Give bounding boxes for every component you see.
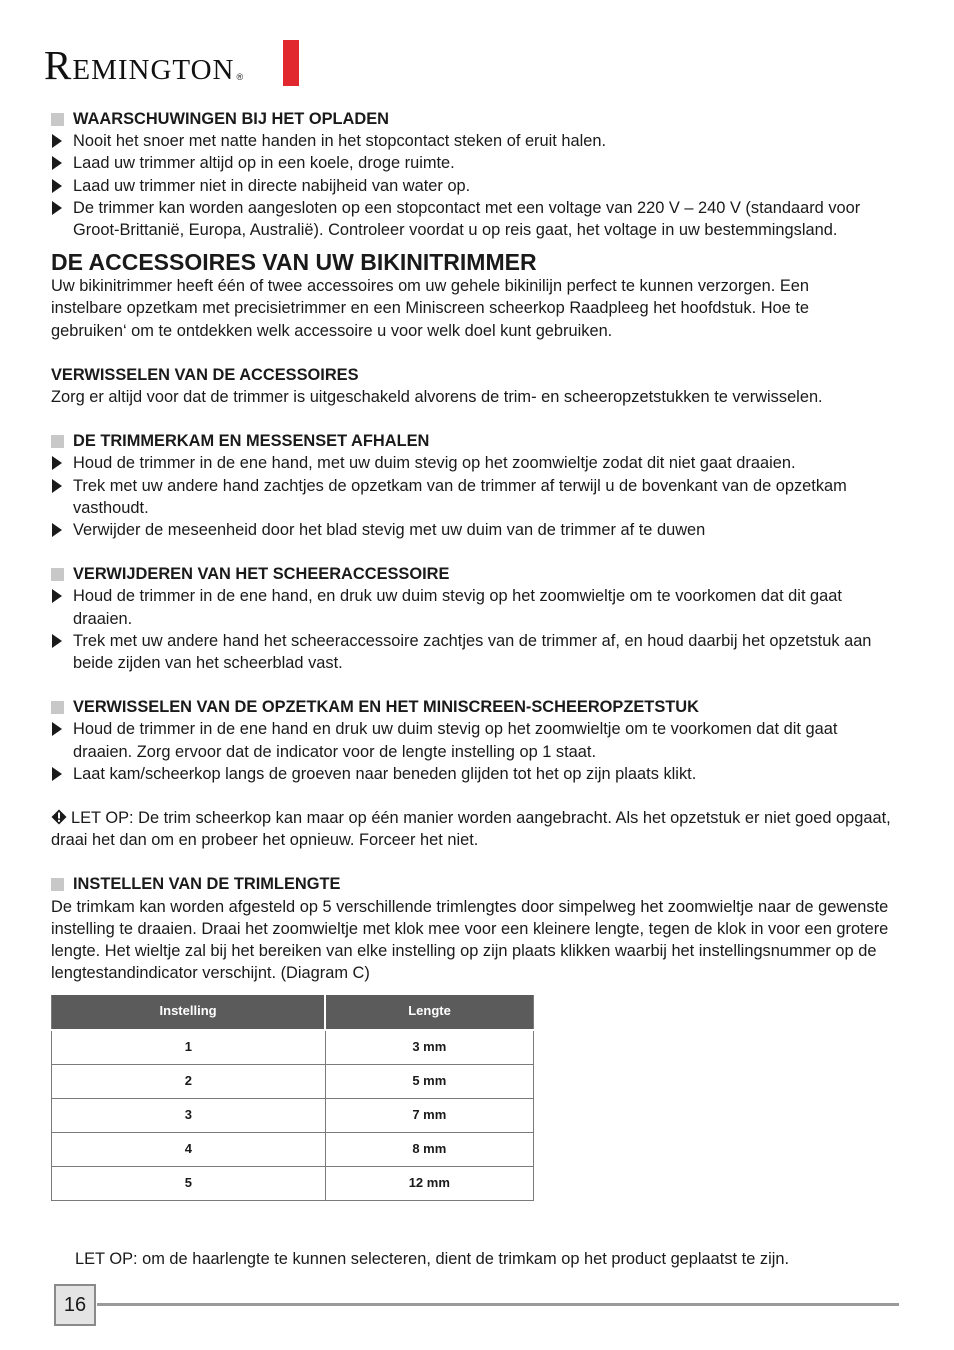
- list-item: Laad uw trimmer altijd op in een koele, droge ruimte.: [51, 152, 901, 174]
- triangle-bullet-icon: [52, 479, 62, 493]
- charging-list: [51, 130, 901, 241]
- list-item: Nooit het snoer met natte handen in het stopcontact steken of eruit halen.: [51, 130, 901, 152]
- heading-trim-length: INSTELLEN VAN DE TRIMLENGTE: [51, 873, 901, 895]
- triangle-bullet-icon: [52, 156, 62, 170]
- table-row: [52, 1064, 534, 1098]
- heading-remove-shaver: VERWIJDEREN VAN HET SCHEERACCESSOIRE: [51, 563, 901, 585]
- table-header-length: Lengte: [325, 994, 533, 1030]
- table-cell: 8 mm: [325, 1132, 533, 1166]
- table-cell: 7 mm: [325, 1098, 533, 1132]
- triangle-bullet-icon: [52, 722, 62, 736]
- square-bullet-icon: [51, 113, 64, 126]
- remove-comb-list: [51, 452, 901, 541]
- triangle-bullet-icon: [52, 767, 62, 781]
- brand-logo: [44, 40, 243, 86]
- table-cell: 2: [52, 1064, 326, 1098]
- triangle-bullet-icon: [52, 456, 62, 470]
- table-cell: 12 mm: [325, 1166, 533, 1200]
- list-item: Laat kam/scheerkop langs de groeven naar beneden glijden tot het op zijn plaats klikt.: [51, 763, 901, 785]
- table-cell: 3: [52, 1098, 326, 1132]
- list-item: Houd de trimmer in de ene hand en druk uw duim stevig op het zoomwieltje om te voorkomen dat dit gaat draaien. Zorg ervoor dat de indicator voor de lengte instelling op 1 staat.: [51, 718, 901, 762]
- triangle-bullet-icon: [52, 179, 62, 193]
- table-cell: 3 mm: [325, 1030, 533, 1065]
- list-item: De trimmer kan worden aangesloten op een stopcontact met een voltage van 220 V – 240 V (standaard voor Groot-Brittanië, Europa, Australië). Controleer voordat u op reis gaat, het voltage in uw bestemmingsland.: [51, 197, 901, 241]
- square-bullet-icon: [51, 701, 64, 714]
- caution-note: LET OP: De trim scheerkop kan maar op één manier worden aangebracht. Als het opzetstuk er niet goed opgaat, draai het dan om en probeer het opnieuw. Forceer het niet.: [51, 809, 891, 850]
- triangle-bullet-icon: [52, 589, 62, 603]
- square-bullet-icon: [51, 878, 64, 891]
- list-item: Laad uw trimmer niet in directe nabijheid van water op.: [51, 175, 901, 197]
- page-number: 16: [54, 1284, 96, 1326]
- heading-swap-accessories: VERWISSELEN VAN DE ACCESSOIRES: [51, 365, 359, 384]
- table-cell: 1: [52, 1030, 326, 1065]
- list-item: Houd de trimmer in de ene hand, met uw duim stevig op het zoomwieltje zodat dit niet gaat draaien.: [51, 452, 901, 474]
- triangle-bullet-icon: [52, 201, 62, 215]
- logo-red-bar: [283, 40, 299, 86]
- triangle-bullet-icon: [52, 523, 62, 537]
- logo-text: REMINGTON: [44, 42, 235, 88]
- trim-length-text: De trimkam kan worden afgesteld op 5 verschillende trimlengtes door simpelweg het zoomwieltje naar de gewenste instelling te draaien. Draai het zoomwieltje met klok mee voor een kleinere lengte, tegen de klok in voor een grotere lengte. Het wieltje zal bij het bereiken van elke instelling op zijn plaats klikken waarbij het instellingsnummer op de lengtestandindicator verschijnt. (Diagram C): [51, 897, 889, 983]
- table-row: [52, 1132, 534, 1166]
- list-item: Houd de trimmer in de ene hand, en druk uw duim stevig op het zoomwieltje om te voorkomen dat dit gaat draaien.: [51, 585, 901, 629]
- table-header-setting: Instelling: [52, 994, 326, 1030]
- swap-text: Zorg er altijd voor dat de trimmer is uitgeschakeld alvorens de trim- en scheeropzetstukken te verwisselen.: [51, 388, 823, 407]
- heading-swap-comb: VERWISSELEN VAN DE OPZETKAM EN HET MINISCREEN-SCHEEROPZETSTUK: [51, 696, 901, 718]
- heading-accessories: DE ACCESSOIRES VAN UW BIKINITRIMMER: [51, 249, 537, 276]
- triangle-bullet-icon: [52, 634, 62, 648]
- remove-shaver-list: [51, 585, 901, 674]
- warning-diamond-icon: [51, 809, 67, 825]
- triangle-bullet-icon: [52, 134, 62, 148]
- table-row: [52, 1030, 534, 1065]
- square-bullet-icon: [51, 435, 64, 448]
- table-cell: 5: [52, 1166, 326, 1200]
- heading-remove-comb: DE TRIMMERKAM EN MESSENSET AFHALEN: [51, 430, 901, 452]
- accessories-text: Uw bikinitrimmer heeft één of twee accessoires om uw gehele bikinilijn perfect te kunnen verzorgen. Een instelbare opzetkam met precisietrimmer en een Miniscreen scheerkop Raadpleeg het hoofdstuk. Hoe te gebruiken‘ om te ontdekken welk accessoire u voor welk doel kunt gebruiken.: [51, 277, 810, 340]
- list-item: Trek met uw andere hand zachtjes de opzetkam van de trimmer af terwijl u de bovenkant van de opzetkam vasthoudt.: [51, 475, 901, 519]
- list-item: Verwijder de meseenheid door het blad stevig met uw duim van de trimmer af te duwen: [51, 519, 901, 541]
- heading-charging: WAARSCHUWINGEN BIJ HET OPLADEN: [51, 108, 901, 130]
- footer-rule: [97, 1303, 899, 1306]
- length-table: [51, 993, 534, 1201]
- table-cell: 4: [52, 1132, 326, 1166]
- square-bullet-icon: [51, 568, 64, 581]
- swap-comb-list: [51, 718, 901, 785]
- bottom-note: LET OP: om de haarlengte te kunnen selecteren, dient de trimkam op het product geplaatst te zijn.: [75, 1250, 790, 1268]
- logo-registered-mark: ®: [236, 72, 244, 82]
- table-row: [52, 1098, 534, 1132]
- list-item: Trek met uw andere hand het scheeraccessoire zachtjes van de trimmer af, en houd daarbij het opzetstuk aan beide zijden van het scheerblad vast.: [51, 630, 901, 674]
- table-row: [52, 1166, 534, 1200]
- table-cell: 5 mm: [325, 1064, 533, 1098]
- page-content: [51, 108, 901, 1201]
